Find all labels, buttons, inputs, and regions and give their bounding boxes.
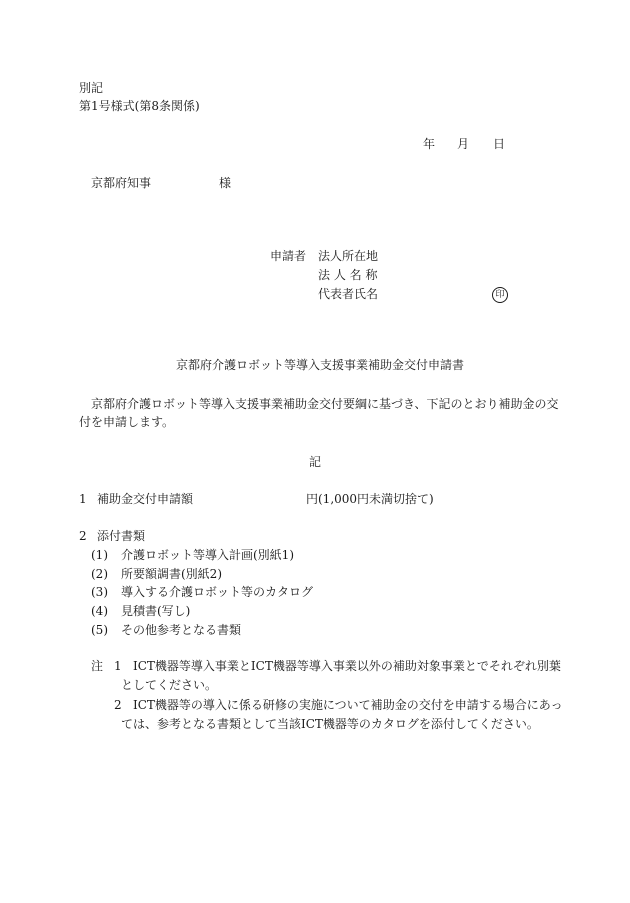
note-2-number: 2 xyxy=(114,698,122,712)
date-month: 月 xyxy=(457,137,470,151)
item1-unit: 円(1,000円未満切捨て) xyxy=(306,492,434,506)
attachment-text-1: 介護ロボット等導入計画(別紙1) xyxy=(121,548,294,562)
item2-label: 添付書類 xyxy=(97,529,146,543)
ki-heading: 記 xyxy=(309,455,322,469)
intro-line-2: 付を申請します。 xyxy=(79,415,175,429)
attachment-num-3: (3) xyxy=(91,585,108,599)
applicant-rep-label: 代表者氏名 xyxy=(318,287,379,301)
date-year: 年 xyxy=(423,137,436,151)
item2-number: 2 xyxy=(79,529,87,543)
appendix-label: 別記 xyxy=(79,81,104,95)
seal-mark: 印 xyxy=(492,287,508,303)
applicant-address-label: 法人所在地 xyxy=(318,249,379,263)
date-day: 日 xyxy=(493,137,506,151)
attachment-num-4: (4) xyxy=(91,604,108,618)
addressee-name: 京都府知事 xyxy=(91,176,152,190)
applicant-name-label: 法 人 名 称 xyxy=(318,268,378,282)
note-2-line-2: ては、参考となる書類として当該ICT機器等のカタログを添付してください。 xyxy=(121,717,539,731)
attachment-num-1: (1) xyxy=(91,548,108,562)
note-1-line-1: ICT機器等導入事業とICT機器等導入事業以外の補助対象事業とでそれぞれ別葉 xyxy=(133,659,561,673)
note-1-number: 1 xyxy=(114,659,122,673)
attachment-num-2: (2) xyxy=(91,567,108,581)
document-title: 京都府介護ロボット等導入支援事業補助金交付申請書 xyxy=(176,358,465,372)
attachment-text-4: 見積書(写し) xyxy=(121,604,191,618)
notes-label: 注 xyxy=(91,659,104,673)
form-number: 第1号様式(第8条関係) xyxy=(79,99,200,113)
attachment-num-5: (5) xyxy=(91,623,108,637)
attachment-text-5: その他参考となる書類 xyxy=(121,623,242,637)
item1-label: 補助金交付申請額 xyxy=(97,492,194,506)
note-2-line-1: ICT機器等の導入に係る研修の実施について補助金の交付を申請する場合にあっ xyxy=(133,698,563,712)
intro-line-1: 京都府介護ロボット等導入支援事業補助金交付要綱に基づき、下記のとおり補助金の交 xyxy=(91,397,559,411)
applicant-label: 申請者 xyxy=(270,249,307,263)
attachment-text-3: 導入する介護ロボット等のカタログ xyxy=(121,585,314,599)
note-1-line-2: としてください。 xyxy=(121,678,218,692)
item1-number: 1 xyxy=(79,492,87,506)
attachment-text-2: 所要額調書(別紙2) xyxy=(121,567,222,581)
addressee-honorific: 様 xyxy=(219,176,232,190)
